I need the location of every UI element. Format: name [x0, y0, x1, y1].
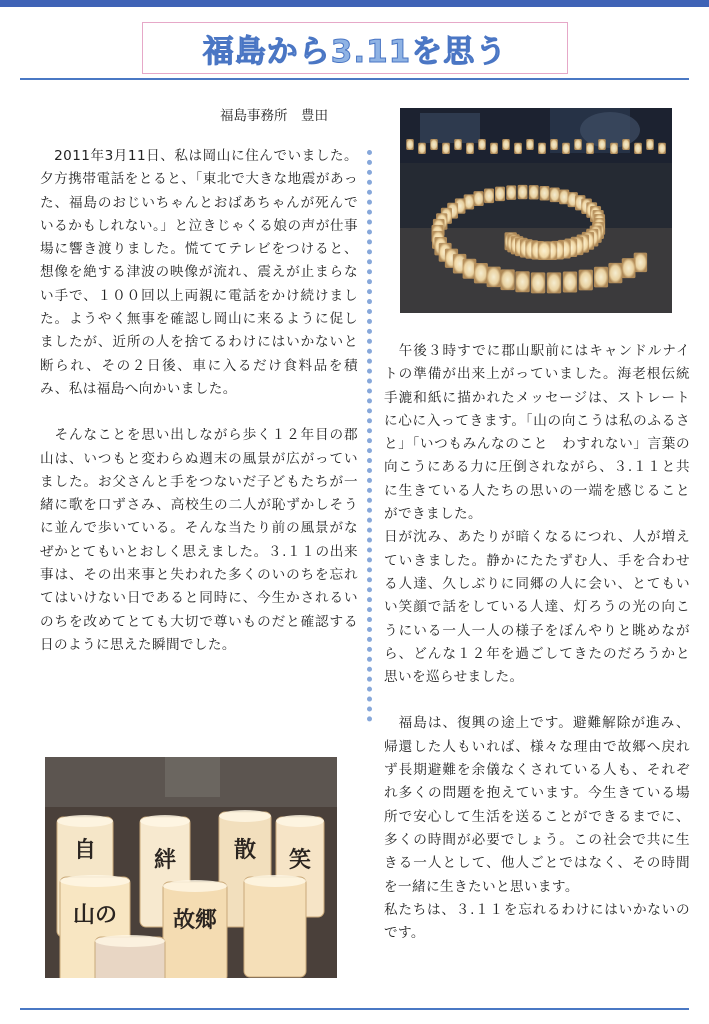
svg-text:山の: 山の [72, 902, 118, 928]
svg-text:絆: 絆 [153, 847, 177, 873]
paragraph: 2011年3月11日、私は岡山に住んでいました。夕方携帯電話をとると、「東北で大きな地震があった、福島のおじいちゃんとおばあちゃんが死んでいるかもしれない。」と泣きじゃくる娘の声が仕事場に響き渡りました。慌ててテレビをつけると、想像を絶する津波の映像が流れ、震えが止まらない手で、１００回以上両親に電話をかけ続けました。ようやく無事を確認し岡山に来るように促しましたが、近所の人を捨てるわけにはいかないと断られ、その２日後、車に入るだけ食料品を積み、私は福島へ向かいました。 [40, 148, 358, 397]
footer-divider [20, 1008, 689, 1010]
svg-text:笑: 笑 [288, 847, 312, 873]
column-divider [367, 150, 372, 722]
paragraph: 私たちは、３.１１を忘れるわけにはいかないのです。 [384, 901, 690, 942]
paragraph: 福島は、復興の途上です。避難解除が進み、帰還した人もいれば、様々な理由で故郷へ戻れず長期避難を余儀なくされている人も、それぞれ多くの問題を抱えています。今生きている場所で安心して生活を送ることができるまでに、多くの時間が必要でしょう。この社会で共に生きる一人として、他人ごとではなく、その時間を一緒に生きたいと思います。 [384, 715, 690, 895]
paragraph: そんなことを思い出しながら歩く１２年目の郡山は、いつもと変わらぬ週末の風景が広がっていました。お父さんと手をつないだ子どもたちが一緒に歌を口ずさみ、高校生の二人が恥ずかしそうに並んで歩いている。そんな当たり前の風景がなぜかとてもいとおしく思えました。３.１１の出来事は、その出来事と失われた多くのいのちを忘れてはいけない日であると同時に、今生かされるいのちを改めてとても大切で尊いものだと確認する日のように思えた瞬間でした。 [40, 427, 358, 653]
title-box [142, 22, 568, 74]
page-title: 福島から3.11を思う [202, 33, 508, 70]
right-column [384, 340, 690, 945]
paper-lanterns-closeup-photo [45, 757, 337, 978]
candle-lanterns-night-photo [400, 108, 672, 313]
left-column [40, 145, 358, 657]
svg-text:散: 散 [233, 837, 257, 863]
paragraph: 日が沈み、あたりが暗くなるにつれ、人が増えていきました。静かにたたずむ人、手を合わせる人達、久しぶりに同郷の人に会い、とてもいい笑顔で話をしている人達、灯ろうの光の向こうにいる一人一人の様子をぼんやりと眺めながら、どんな１２年を過ごしてきたのだろうかと思いを巡らせました。 [384, 529, 690, 686]
paragraph: 午後３時すでに郡山駅前にはキャンドルナイトの準備が出来上がっていました。海老根伝統手漉和紙に描かれたメッセージは、ストレートに心に入ってきます。「山の向こうは私のふるさと」「いつもみんなのこと わすれない」言葉の向こうにある力に圧倒されながら、３.１１と共に生きている人たちの思いの一端を感じることができました。 [384, 343, 690, 523]
header-divider [20, 78, 689, 80]
svg-text:故郷: 故郷 [172, 907, 218, 933]
byline: 福島事務所 豊田 [220, 108, 328, 124]
top-accent-bar [0, 0, 709, 7]
svg-text:自: 自 [73, 837, 97, 863]
